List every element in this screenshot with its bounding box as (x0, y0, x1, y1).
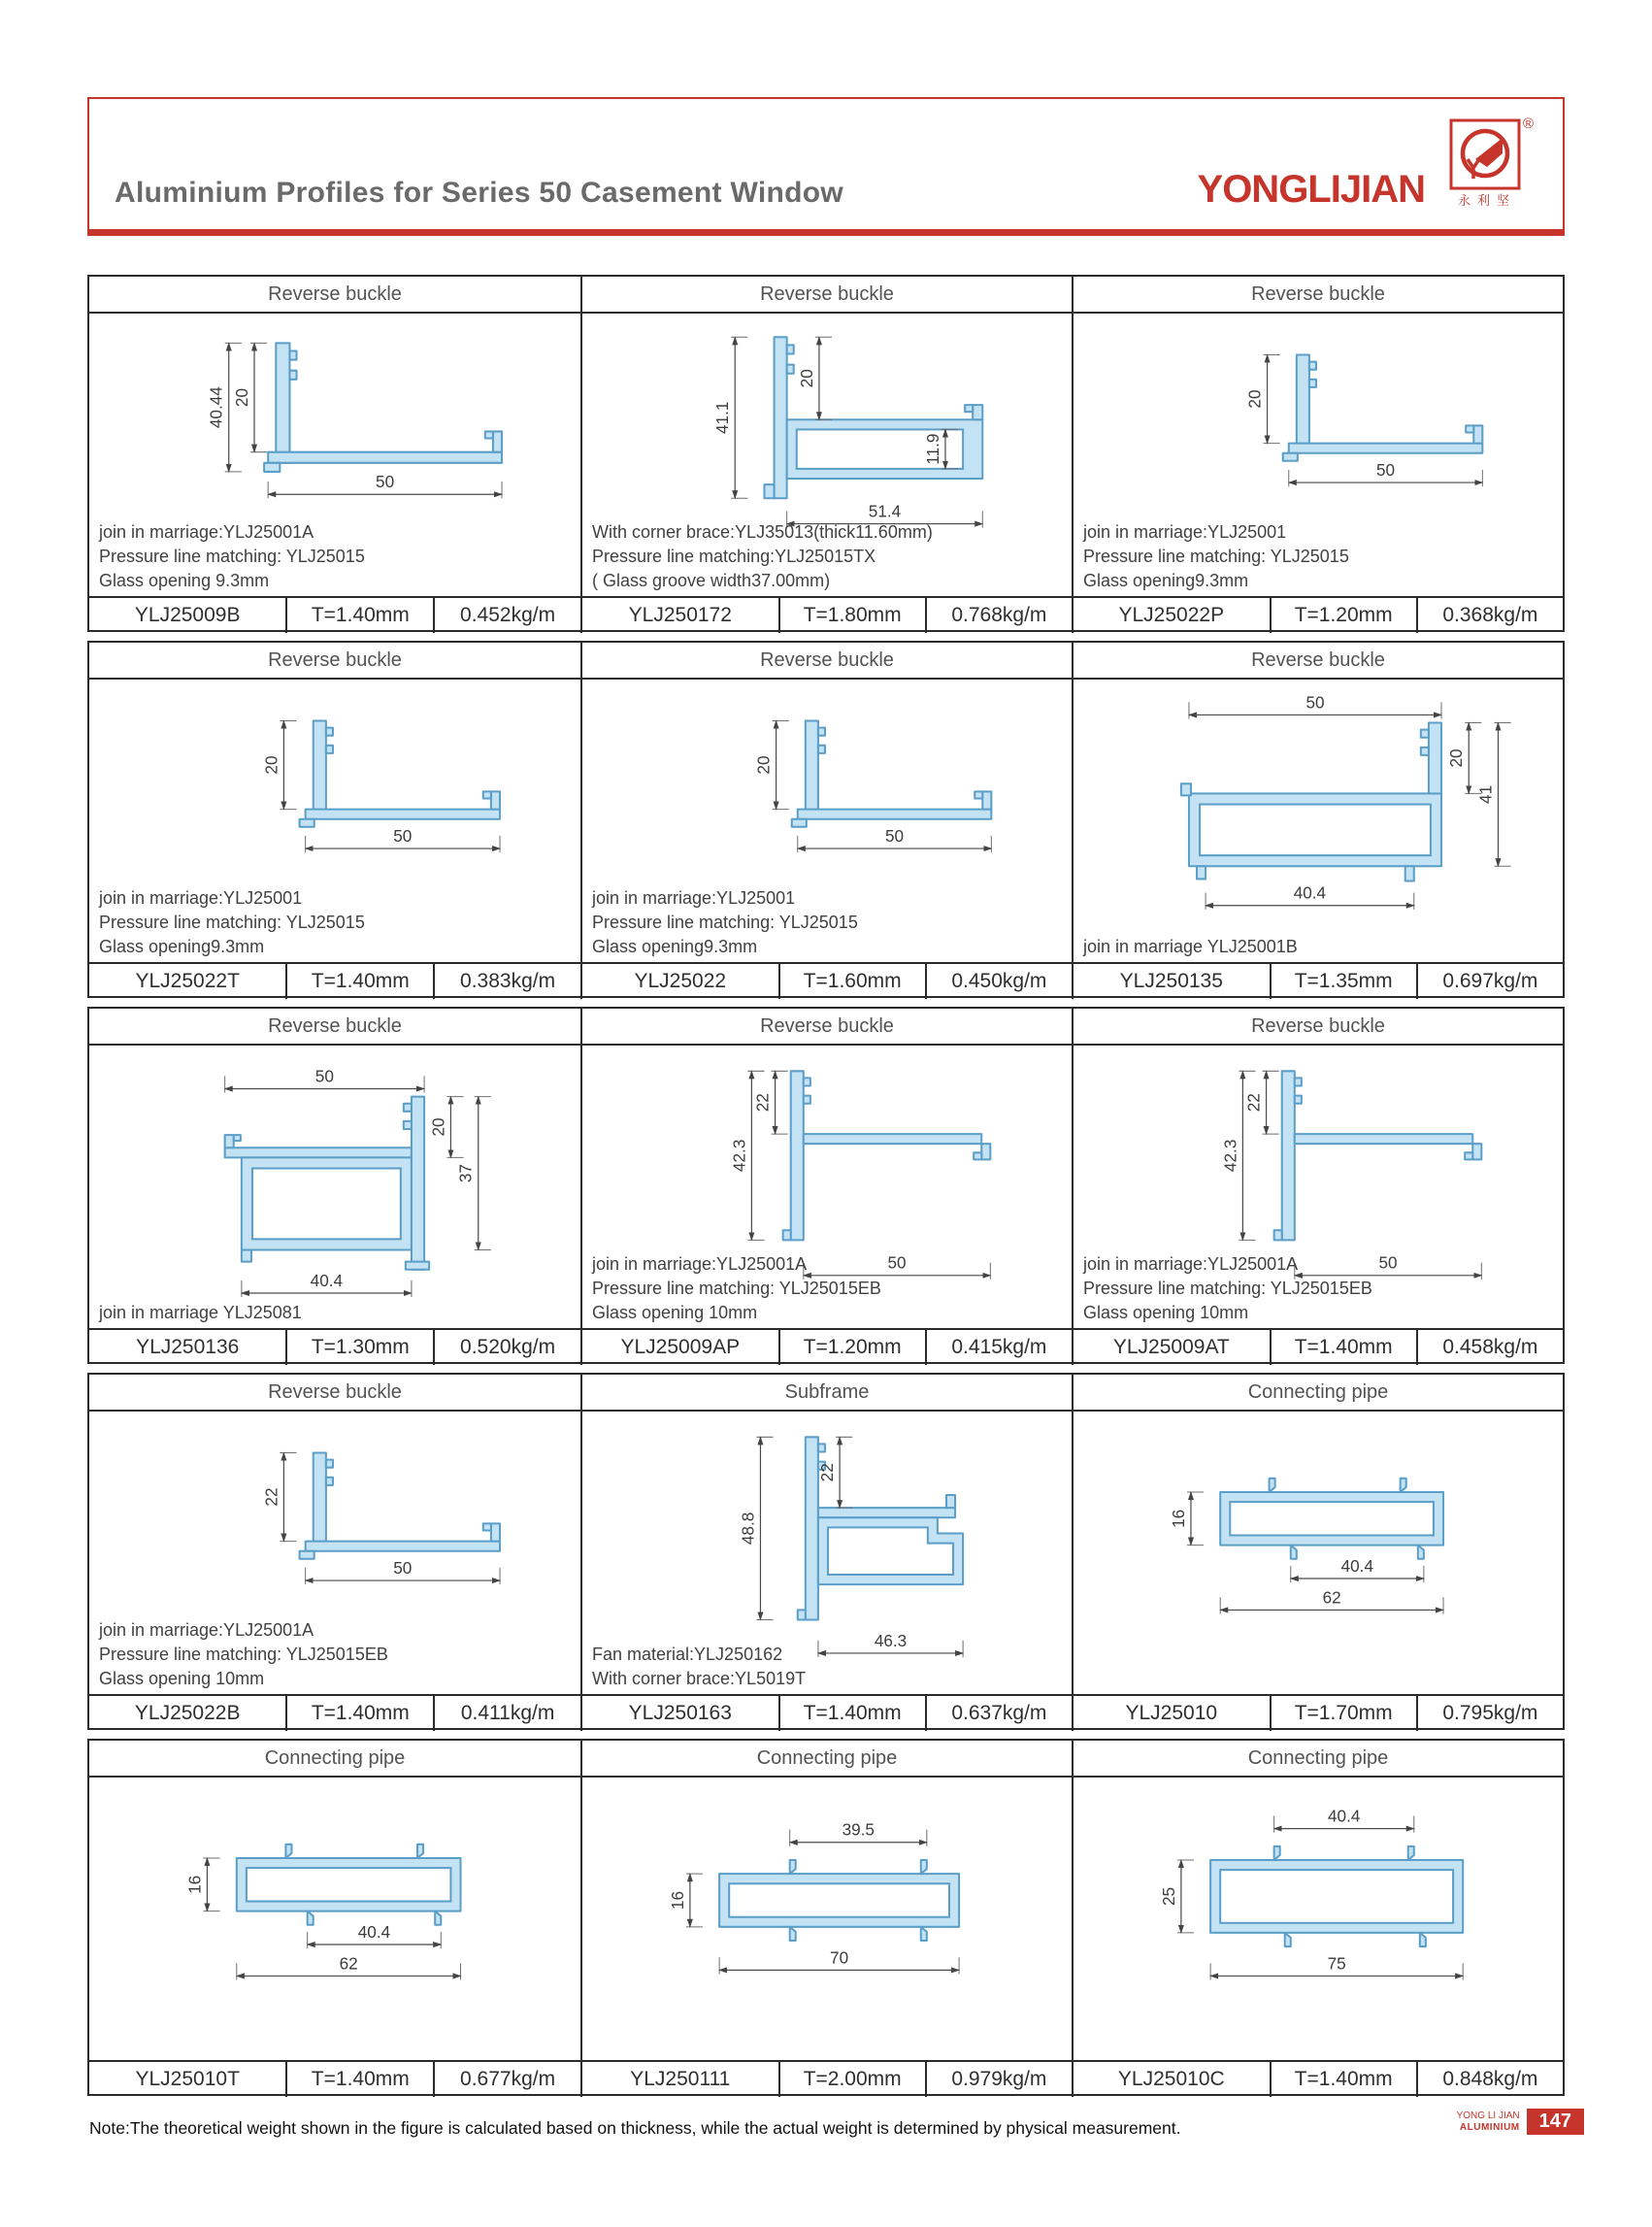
model-code: YLJ250111 (630, 2068, 731, 2091)
dim-label: 22 (817, 1463, 838, 1482)
profile-description (99, 886, 365, 958)
model-code: YLJ250163 (628, 1702, 732, 1725)
registered-mark: ® (1523, 116, 1535, 132)
dim-label: 50 (887, 1252, 907, 1273)
model-row (1074, 596, 1563, 633)
desc-line: Glass opening9.3mm (592, 936, 758, 956)
weight-value: 0.452kg/m (433, 598, 580, 633)
profile-description (1083, 935, 1298, 959)
thickness-value: T=1.40mm (1270, 2062, 1416, 2097)
dim-label: 50 (376, 472, 395, 492)
profile-cell (1072, 1009, 1563, 1365)
thickness-value: T=1.40mm (285, 1696, 433, 1731)
model-code: YLJ25009AP (620, 1336, 741, 1359)
profile-title: Connecting pipe (582, 1741, 1072, 1778)
model-code: YLJ25009AT (1112, 1336, 1230, 1359)
profile-drawing-area (1074, 1412, 1563, 1694)
profile-description (99, 1301, 302, 1325)
profile-drawing-area (89, 680, 580, 962)
model-row (89, 596, 580, 633)
model-code: YLJ250135 (1119, 970, 1223, 993)
model-row (582, 2060, 1072, 2097)
weight-value: 0.368kg/m (1416, 598, 1563, 633)
model-code: YLJ25009B (134, 604, 241, 627)
desc-line: join in marriage:YLJ25001A (592, 1253, 808, 1274)
dim-label: 20 (753, 755, 774, 775)
page-number: 147 (1527, 2109, 1584, 2135)
thickness-value: T=2.00mm (778, 2062, 925, 2097)
profile-drawing-area (89, 1778, 580, 2060)
profile-title: Reverse buckle (582, 1009, 1072, 1046)
model-row (582, 962, 1072, 999)
profile-title: Subframe (582, 1375, 1072, 1412)
profile-title: Reverse buckle (582, 277, 1072, 314)
weight-value: 0.458kg/m (1416, 1330, 1563, 1365)
model-code: YLJ25010T (135, 2068, 240, 2091)
dim-label: 16 (184, 1875, 205, 1894)
weight-value: 0.411kg/m (433, 1696, 580, 1731)
model-code: YLJ25022B (134, 1702, 241, 1725)
profile-title: Reverse buckle (89, 1009, 580, 1046)
desc-line: join in marriage:YLJ25001A (99, 1619, 314, 1640)
profile-drawing-area (582, 314, 1072, 596)
dim-label: 42.3 (1220, 1139, 1240, 1173)
desc-line: With corner brace:YL5019T (592, 1668, 807, 1688)
dim-label: 16 (667, 1890, 687, 1911)
profile-title: Reverse buckle (1074, 643, 1563, 680)
profile-title: Connecting pipe (89, 1741, 580, 1778)
profile-title: Reverse buckle (582, 643, 1072, 680)
weight-value: 0.677kg/m (433, 2062, 580, 2097)
thickness-value: T=1.20mm (778, 1330, 925, 1365)
profile-cell (1072, 1741, 1563, 2097)
desc-line: ( Glass groove width37.00mm) (592, 570, 831, 590)
model-code: YLJ25010C (1117, 2068, 1225, 2091)
dim-label: 41 (1475, 784, 1496, 804)
profile-cell (580, 1009, 1072, 1365)
profile-cell (89, 1741, 580, 2097)
profile-cell (89, 1375, 580, 1731)
desc-line: Glass opening 10mm (592, 1302, 758, 1322)
profile-drawing-area (582, 1778, 1072, 2060)
desc-line: Pressure line matching: YLJ25015EB (99, 1644, 388, 1664)
profile-cell (1072, 1375, 1563, 1731)
brand-chinese: 永利坚 (1457, 193, 1517, 208)
profile-title: Connecting pipe (1074, 1741, 1563, 1778)
profile-cell (89, 1009, 580, 1365)
dim-label: 75 (1327, 1953, 1346, 1974)
model-row (89, 1328, 580, 1365)
brand-wordmark: YONGLIJIAN (1197, 168, 1425, 211)
profile-description (99, 520, 365, 592)
dim-label: 50 (314, 1066, 334, 1086)
profile-cell (1072, 643, 1563, 999)
dim-label: 11.9 (922, 433, 942, 465)
profile-cell (580, 643, 1072, 999)
profile-drawing-area (1074, 1046, 1563, 1328)
profile-cell (89, 277, 580, 633)
profile-row (87, 275, 1565, 632)
model-row (582, 1328, 1072, 1365)
model-code: YLJ25022 (634, 970, 727, 993)
thickness-value: T=1.40mm (285, 964, 433, 999)
profile-row (87, 1373, 1565, 1730)
profile-cell (1072, 277, 1563, 633)
dim-label: 39.5 (842, 1819, 875, 1840)
dim-label: 50 (393, 825, 413, 846)
weight-value: 0.415kg/m (925, 1330, 1072, 1365)
model-code: YLJ25022P (1118, 604, 1225, 627)
dim-label: 50 (1378, 1252, 1398, 1273)
profile-grid (87, 275, 1565, 2105)
profile-row (87, 1007, 1565, 1364)
dim-label: 50 (1376, 459, 1396, 480)
profile-cell (580, 1375, 1072, 1731)
profile-title: Connecting pipe (1074, 1375, 1563, 1412)
profile-drawing (582, 1778, 1072, 2060)
model-code: YLJ25022T (135, 970, 240, 993)
profile-drawing-area (582, 680, 1072, 962)
profile-description (592, 886, 858, 958)
thickness-value: T=1.20mm (1270, 598, 1416, 633)
dim-label: 51.4 (868, 501, 902, 521)
profile-drawing (1074, 1412, 1563, 1694)
model-row (1074, 1694, 1563, 1731)
dim-label: 50 (1305, 692, 1325, 713)
desc-line: join in marriage:YLJ25001A (99, 521, 314, 542)
weight-value: 0.697kg/m (1416, 964, 1563, 999)
page-title: Aluminium Profiles for Series 50 Casement Window (115, 177, 843, 209)
model-row (1074, 2060, 1563, 2097)
profile-title: Reverse buckle (89, 643, 580, 680)
profile-title: Reverse buckle (89, 1375, 580, 1412)
profile-cell (580, 277, 1072, 633)
desc-line: join in marriage:YLJ25001 (1083, 521, 1287, 542)
profile-row (87, 1739, 1565, 2096)
dim-label: 20 (1244, 389, 1265, 409)
thickness-value: T=1.30mm (285, 1330, 433, 1365)
profile-drawing (1074, 680, 1563, 962)
thickness-value: T=1.60mm (778, 964, 925, 999)
desc-line: Pressure line matching: YLJ25015 (592, 912, 858, 932)
dim-label: 37 (455, 1163, 476, 1183)
dim-label: 46.3 (874, 1630, 908, 1650)
brand-logo-icon (1448, 111, 1537, 208)
dim-label: 40.4 (1340, 1555, 1373, 1576)
profile-cell (580, 1741, 1072, 2097)
dim-label: 40.4 (1293, 882, 1327, 903)
page-header (87, 97, 1565, 236)
profile-description (1083, 520, 1349, 592)
profile-cell (89, 643, 580, 999)
dim-label: 40.4 (1328, 1806, 1361, 1826)
desc-line: join in marriage:YLJ25001 (592, 887, 796, 908)
model-code: YLJ250136 (136, 1336, 240, 1359)
weight-value: 0.637kg/m (925, 1696, 1072, 1731)
desc-line: join in marriage YLJ25001B (1083, 936, 1298, 956)
model-row (1074, 1328, 1563, 1365)
weight-value: 0.520kg/m (433, 1330, 580, 1365)
profile-row (87, 641, 1565, 998)
dim-label: 40.4 (357, 1921, 391, 1942)
weight-value: 0.848kg/m (1416, 2062, 1563, 2097)
dim-label: 22 (1243, 1093, 1264, 1113)
weight-value: 0.450kg/m (925, 964, 1072, 999)
profile-title: Reverse buckle (89, 277, 580, 314)
profile-drawing (89, 1778, 580, 2060)
dim-label: 50 (885, 825, 905, 846)
profile-description (592, 1252, 881, 1324)
model-row (89, 1694, 580, 1731)
dim-label: 20 (261, 755, 281, 775)
dim-label: 41.1 (712, 401, 733, 435)
profile-drawing-area (89, 314, 580, 596)
weight-value: 0.979kg/m (925, 2062, 1072, 2097)
thickness-value: T=1.40mm (285, 598, 433, 633)
desc-line: Glass opening9.3mm (99, 936, 265, 956)
profile-description (99, 1618, 388, 1690)
profile-drawing-area (1074, 1778, 1563, 2060)
desc-line: Glass opening 10mm (1083, 1302, 1249, 1322)
profile-title: Reverse buckle (1074, 277, 1563, 314)
dim-label: 70 (830, 1947, 849, 1968)
profile-description (592, 1643, 806, 1691)
dim-label: 48.8 (738, 1512, 758, 1546)
desc-line: Glass opening 10mm (99, 1668, 265, 1688)
dim-label: 40.4 (310, 1270, 344, 1290)
desc-line: Pressure line matching: YLJ25015 (99, 546, 365, 566)
desc-line: Pressure line matching:YLJ25015TX (592, 546, 876, 566)
desc-line: Pressure line matching: YLJ25015 (99, 912, 365, 932)
thickness-value: T=1.35mm (1270, 964, 1416, 999)
model-row (1074, 962, 1563, 999)
profile-title: Reverse buckle (1074, 1009, 1563, 1046)
profile-drawing-area (582, 1046, 1072, 1328)
model-row (89, 2060, 580, 2097)
footer-note: Note:The theoretical weight shown in the figure is calculated based on thickness, while the actual weight is determined by physical measurement. (89, 2118, 1181, 2138)
dim-label: 20 (231, 387, 251, 408)
profile-drawing-area (582, 1412, 1072, 1694)
desc-line: Pressure line matching: YLJ25015 (1083, 546, 1349, 566)
badge-brand-text: YONG LI JIAN ALUMINIUM (1456, 2111, 1520, 2133)
profile-drawing-area (1074, 680, 1563, 962)
dim-label: 22 (261, 1487, 281, 1507)
model-code: YLJ25010 (1125, 1702, 1218, 1725)
dim-label: 20 (1446, 748, 1467, 768)
dim-label: 22 (752, 1093, 773, 1113)
page-badge (1457, 2109, 1584, 2135)
desc-line: join in marriage YLJ25081 (99, 1302, 302, 1322)
dim-label: 25 (1158, 1886, 1178, 1907)
desc-line: join in marriage:YLJ25001 (99, 887, 303, 908)
thickness-value: T=1.70mm (1270, 1696, 1416, 1731)
dim-label: 20 (796, 369, 816, 388)
dim-label: 50 (393, 1557, 413, 1578)
dim-label: 20 (428, 1117, 448, 1137)
desc-line: Fan material:YLJ250162 (592, 1644, 783, 1664)
desc-line: Pressure line matching: YLJ25015EB (1083, 1278, 1372, 1298)
weight-value: 0.768kg/m (925, 598, 1072, 633)
desc-line: Pressure line matching: YLJ25015EB (592, 1278, 881, 1298)
profile-description (1083, 1252, 1372, 1324)
profile-description (592, 520, 933, 592)
desc-line: With corner brace:YLJ35013(thick11.60mm) (592, 521, 933, 542)
desc-line: Glass opening9.3mm (1083, 570, 1249, 590)
dim-label: 16 (1168, 1509, 1188, 1528)
dim-label: 62 (339, 1953, 358, 1974)
profile-drawing (1074, 1778, 1563, 2060)
profile-drawing-area (89, 1046, 580, 1328)
model-row (582, 1694, 1072, 1731)
dim-label: 42.3 (729, 1139, 749, 1173)
thickness-value: T=1.40mm (1270, 1330, 1416, 1365)
dim-label: 40.44 (206, 386, 226, 429)
model-code: YLJ250172 (628, 604, 732, 627)
dim-label: 62 (1322, 1587, 1341, 1608)
thickness-value: T=1.80mm (778, 598, 925, 633)
thickness-value: T=1.40mm (285, 2062, 433, 2097)
weight-value: 0.383kg/m (433, 964, 580, 999)
desc-line: Glass opening 9.3mm (99, 570, 270, 590)
model-row (89, 962, 580, 999)
profile-drawing-area (1074, 314, 1563, 596)
profile-drawing-area (89, 1412, 580, 1694)
thickness-value: T=1.40mm (778, 1696, 925, 1731)
profile-drawing (89, 1046, 580, 1328)
model-row (582, 596, 1072, 633)
desc-line: join in marriage:YLJ25001A (1083, 1253, 1299, 1274)
weight-value: 0.795kg/m (1416, 1696, 1563, 1731)
